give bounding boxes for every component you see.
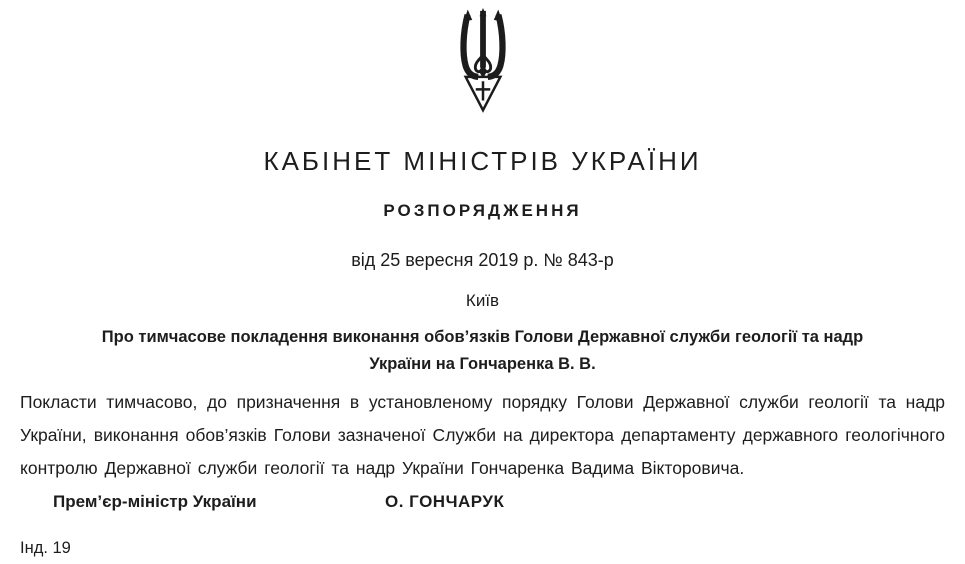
signature-row <box>20 491 945 513</box>
ukraine-trident-coat-of-arms-icon <box>452 8 514 114</box>
signer-position: Прем’єр-міністр України <box>53 492 257 511</box>
org-name: КАБІНЕТ МІНІСТРІВ УКРАЇНИ <box>263 146 702 176</box>
signer-name: О. ГОНЧАРУК <box>385 492 505 511</box>
city-line: Київ <box>465 291 500 310</box>
date-number-line: від 25 вересня 2019 р. № 843-р <box>351 250 614 270</box>
decree-title <box>20 324 945 378</box>
doc-type-heading: РОЗПОРЯДЖЕННЯ <box>383 201 582 220</box>
decree-title-line-2: України на Гончаренка В. В. <box>369 355 596 373</box>
index-note: Інд. 19 <box>20 539 71 557</box>
decree-body-paragraph: Покласти тимчасово, до призначення в установленому порядку Голови Державної служби геології та надр України, виконання обов’язків Голови зазначеної Служби на директора департаменту державного геологічного контролю Державної служби геології та надр України Гончаренка Вадима Вікторовича. <box>20 392 945 478</box>
decree-title-line-1: Про тимчасове покладення виконання обов’язків Голови Державної служби геології та надр <box>101 328 864 346</box>
